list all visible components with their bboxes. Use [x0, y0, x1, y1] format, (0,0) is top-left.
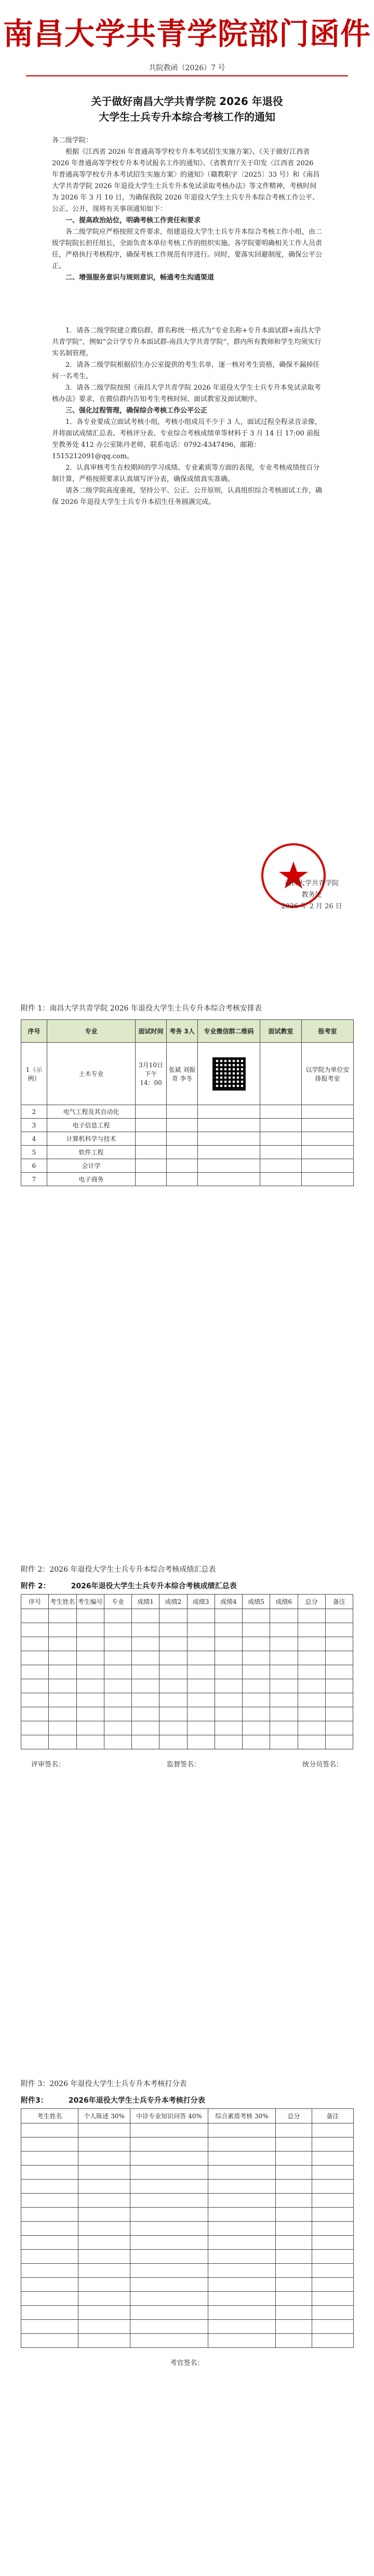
- signature-dept: 教务处: [301, 891, 322, 899]
- table-row: 7 电子商务: [21, 1173, 354, 1186]
- attachment-2-table-title: 2026年退役大学生士兵专升本综合考核成绩汇总表: [71, 1582, 237, 1590]
- signature-org: 南昌大学共青学院: [284, 880, 339, 887]
- table-row: [21, 2264, 354, 2278]
- attachment-3-caption: 附件 3：2026 年退役大学生士兵专升本考核打分表: [21, 2080, 187, 2088]
- score-summary-table: 序号 考生姓名 考生编号 专业 成绩1 成绩2 成绩3 成绩4 成绩5 成绩6 总分 备注: [21, 1594, 353, 1749]
- document-number: 共院教函（2026）7 号: [149, 64, 225, 72]
- heading-3-paragraph-1: 1．各专业要成立面试考核小组，考核小组成员不少于 3 人，面试过程全程录音录像，并将面试成绩汇总表、考核评分表、专业综合考核成绩单等材料于 3 月 14 日 17:00 前报至教务处 412 办公室陈丹老师，联系电话：0792-4347496，邮箱：1515212091@qq.com。: [52, 418, 322, 460]
- table-row: [21, 1637, 353, 1651]
- attachment-3: [21, 2078, 353, 2367]
- table-row: [21, 2208, 354, 2222]
- attachment-1: [21, 1003, 353, 1186]
- table-row: [21, 2123, 354, 2137]
- table-row: [21, 2278, 354, 2292]
- letter-signature: [260, 878, 364, 912]
- heading-2-paragraph-1: 1．请各二级学院建立微信群，群名称统一格式为“专业名称+专升本面试群+南昌大学共青学院”，例如“会计学专升本面试群-南昌大学共青学院”，群内所有教师和学生均须实行实名制管理。: [52, 327, 322, 357]
- salutation: 各二级学院：: [52, 137, 93, 144]
- th-room: 面试教室: [260, 1020, 302, 1043]
- th-qr: 专业微信群二维码: [198, 1020, 260, 1043]
- letter-title: 关于做好南昌大学共青学院 2026 年退役 大学生士兵专升本综合考核工作的通知: [91, 95, 283, 123]
- heading-1-paragraph: 各二级学院应严格按照文件要求，组建退役大学生士兵专升本综合考核工作小组，由二级学院院长担任组长，全面负责本单位考核工作的组织实施。各学院要明确相关工作人员责任，严格执行考核程序，确保考核工作规范有序进行。同时，要落实回避制度，确保公平公正。: [52, 228, 323, 270]
- letter-body: [52, 135, 322, 508]
- intro-paragraph: 根据《江西省 2026 年普通高等学校专升本考试招生实施方案》、《关于做好江西省 2026 年普通高等学校专升本考试报名工作的通知》、《省教育厅关于印发〈江西省 2026 年普通高等学校专升本考试招生实施方案〉的通知》（赣教职字〔2025〕33 号）和《南昌大学共青学院 2026 年退役大学生士兵专升本免试录取考核办法》等文件精神，考核时间为 2026 年 3 月 10 日，为确保我院 2026 年退役大学生士兵专升本综合考核工作公平、公正、公开，现将有关事项通知如下：: [52, 148, 320, 213]
- table-row: 5 软件工程: [21, 1146, 354, 1159]
- table-row: [21, 2306, 354, 2320]
- reviewer-signature: 评审签名：: [31, 1761, 65, 1769]
- table-row: 6 会计学: [21, 1159, 354, 1173]
- th-major: 专业: [47, 1020, 136, 1043]
- examiner-signature: 考官签名：: [170, 2359, 204, 2367]
- supervisor-signature: 监督签名：: [166, 1761, 201, 1769]
- table-row: [21, 1665, 353, 1679]
- table-row: [21, 1651, 353, 1665]
- table-row: [21, 2320, 354, 2334]
- table-row: [21, 1693, 353, 1707]
- table-row: [21, 2222, 354, 2236]
- scoring-table: 考生姓名 个人陈述 30% 中诊专业知识问答 40% 综合素质考核 30% 总分 备注: [21, 2108, 354, 2348]
- attachment-3-label: 附件3：: [21, 2096, 48, 2105]
- heading-2: 二、增强服务意识与规则意识，畅通考生沟通渠道: [65, 274, 215, 282]
- heading-3: 三、强化过程管理，确保综合考核工作公平公正: [65, 407, 208, 415]
- heading-3-paragraph-2: 2．认真审核考生在校期间的学习成绩、专业素质等方面的表现，专业考核成绩按百分制计算，严格按照要求认真填写评分表，确保成绩真实准确。: [52, 464, 320, 483]
- red-rule-divider: [26, 75, 348, 76]
- table-row: [21, 2180, 354, 2194]
- attachment-2-caption: 附件 2：2026 年退役大学生士兵专升本综合考核成绩汇总表: [21, 1565, 216, 1574]
- table-row: [21, 2292, 354, 2306]
- table-row: [21, 1735, 353, 1749]
- table-row: [21, 2137, 354, 2152]
- official-letter: [0, 0, 374, 520]
- letterhead-title: 南昌大学共青学院部门函件: [3, 16, 371, 51]
- heading-1: 一、提高政治站位，明确考核工作责任和要求: [65, 217, 201, 224]
- table-row: [21, 1623, 353, 1637]
- table-row: [21, 1679, 353, 1693]
- qr-code-icon: [212, 1057, 246, 1091]
- table-row: [21, 1707, 353, 1721]
- th-exam-room: 报考室: [302, 1020, 354, 1043]
- table-row: [21, 2152, 354, 2166]
- signature-date: 2026 年 2 月 26 日: [281, 902, 342, 910]
- table-row: [21, 2194, 354, 2208]
- th-seq: 序号: [21, 1020, 47, 1043]
- attachment-2-label: 附件 2：: [21, 1582, 50, 1590]
- attachment-2: [21, 1564, 353, 1769]
- attachment-3-table-title: 2026年退役大学生士兵专升本考核打分表: [68, 2096, 205, 2105]
- th-time: 面试时间: [136, 1020, 167, 1043]
- schedule-table: [21, 1019, 354, 1186]
- table-row: [21, 1609, 353, 1623]
- table-row: 3 电子信息工程: [21, 1119, 354, 1132]
- attachment-1-caption: 附件 1：南昌大学共青学院 2026 年退役大学生士兵专升本综合考核安排表: [21, 1004, 262, 1013]
- table-row: 1（示例） 土木专业 3月10日下午 14：00 张斌 刘振奇 李冬 以学院为单位安排报考室: [21, 1043, 354, 1105]
- th-staff: 考务 3人: [167, 1020, 198, 1043]
- table-row: [21, 2166, 354, 2180]
- table-row: [21, 2236, 354, 2250]
- heading-2-paragraph-3: 3．请各二级学院按照《南昌大学共青学院 2026 年退役大学生士兵专升本免试录取考核办法》要求，在微信群内告知考生考核时间、面试教室及面试顺序。: [52, 384, 321, 403]
- table-row: [21, 2250, 354, 2264]
- table-row: [21, 2334, 354, 2348]
- table-row: [21, 1721, 353, 1735]
- table-row: 2 电气工程及其自动化: [21, 1105, 354, 1119]
- table-row: 4 计算机科学与技术: [21, 1132, 354, 1146]
- heading-2-paragraph-2: 2．请各二级学院根据招生办公室提供的考生名单，逐一核对考生资格，确保不漏掉任何一名考生。: [52, 361, 320, 380]
- closing-paragraph: 请各二级学院高度重视，坚持公平、公正、公开原则，认真组织综合考核面试工作，确保 2026 年退役大学生士兵专升本招生任务圆满完成。: [52, 487, 323, 506]
- stat-signature: 统分员签名：: [302, 1761, 343, 1769]
